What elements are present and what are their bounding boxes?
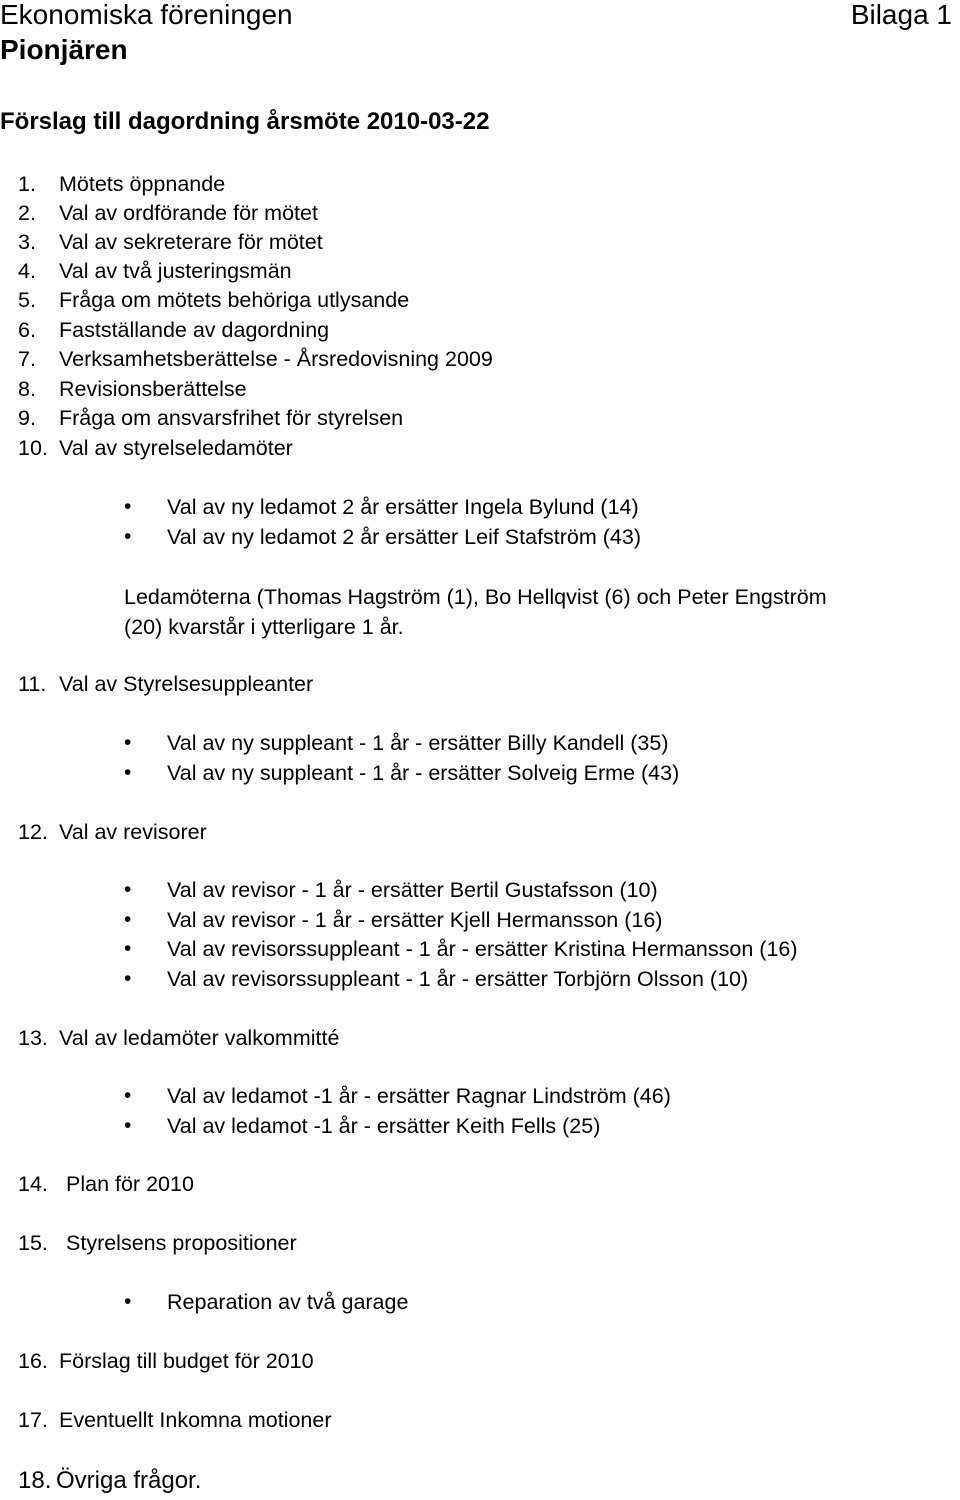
agenda-item-text: Val av revisorer [59,820,207,844]
agenda-item-number: 16. [18,1349,48,1373]
bullet-item-text: Reparation av två garage [167,1290,409,1314]
note-paragraph-line: (20) kvarstår i ytterligare 1 år. [124,615,404,639]
agenda-item-text: Fråga om mötets behöriga utlysande [59,288,410,312]
agenda-item-text: Val av sekreterare för mötet [59,230,323,254]
agenda-item-number: 7. [18,347,36,371]
agenda-item-text: Val av styrelseledamöter [59,436,293,460]
document-title: Förslag till dagordning årsmöte 2010-03-22 [0,108,490,135]
agenda-item-text: Val av ordförande för mötet [59,201,318,225]
bullet-item-text: Val av ledamot -1 år - ersätter Ragnar Lindström (46) [167,1084,671,1108]
agenda-item-number: 9. [18,406,36,430]
agenda-item-text: Val av Styrelsesuppleanter [59,672,314,696]
agenda-item-number: 5. [18,288,36,312]
bullet-icon: • [124,761,132,784]
agenda-item-number: 6. [18,318,36,342]
agenda-item-number: 13. [18,1026,48,1050]
agenda-item-number: 12. [18,820,48,844]
bullet-icon: • [124,1290,132,1313]
bullet-icon: • [124,495,132,518]
agenda-item-number: 18. [18,1467,52,1494]
bullet-icon: • [124,967,132,990]
bullet-item-text: Val av revisorssuppleant - 1 år - ersätter Torbjörn Olsson (10) [167,967,749,991]
bullet-item-text: Val av revisor - 1 år - ersätter Bertil Gustafsson (10) [167,878,658,902]
agenda-item-text: Val av ledamöter valkommitté [59,1026,340,1050]
organization-name-line2: Pionjären [0,34,128,65]
agenda-item-number: 2. [18,201,36,225]
bullet-item-text: Val av revisorssuppleant - 1 år - ersätter Kristina Hermansson (16) [167,937,798,961]
bullet-icon: • [124,1114,132,1137]
attachment-label: Bilaga 1 [850,0,952,30]
bullet-icon: • [124,1084,132,1107]
bullet-icon: • [124,878,132,901]
note-paragraph-line: Ledamöterna (Thomas Hagström (1), Bo Hellqvist (6) och Peter Engström [124,585,827,609]
agenda-item-text: Fråga om ansvarsfrihet för styrelsen [59,406,404,430]
bullet-item-text: Val av revisor - 1 år - ersätter Kjell Hermansson (16) [167,908,663,932]
agenda-item-text: Verksamhetsberättelse - Årsredovisning 2009 [59,347,493,371]
bullet-item-text: Val av ny ledamot 2 år ersätter Leif Stafström (43) [167,525,641,549]
agenda-item-number: 1. [18,172,36,196]
agenda-item-number: 10. [18,436,48,460]
agenda-item-number: 17. [18,1408,48,1432]
agenda-item-number: 8. [18,377,36,401]
bullet-icon: • [124,937,132,960]
bullet-icon: • [124,525,132,548]
agenda-item-text: Mötets öppnande [59,172,226,196]
agenda-item-number: 11. [18,672,47,696]
agenda-item-number: 3. [18,230,36,254]
agenda-item-text: Revisionsberättelse [59,377,247,401]
bullet-item-text: Val av ny suppleant - 1 år - ersätter Billy Kandell (35) [167,731,669,755]
bullet-item-text: Val av ny suppleant - 1 år - ersätter Solveig Erme (43) [167,761,680,785]
agenda-item-text: Fastställande av dagordning [59,318,330,342]
agenda-item-number: 15. [18,1231,48,1255]
agenda-item-text: Plan för 2010 [66,1172,194,1196]
agenda-item-text: Övriga frågor. [56,1467,202,1494]
agenda-item-text: Val av två justeringsmän [59,259,292,283]
agenda-item-text: Förslag till budget för 2010 [59,1349,314,1373]
agenda-item-number: 4. [18,259,36,283]
organization-name-line1: Ekonomiska föreningen [0,0,293,30]
bullet-icon: • [124,731,132,754]
agenda-item-number: 14. [18,1172,48,1196]
bullet-item-text: Val av ny ledamot 2 år ersätter Ingela Bylund (14) [167,495,639,519]
bullet-icon: • [124,908,132,931]
bullet-item-text: Val av ledamot -1 år - ersätter Keith Fells (25) [167,1114,601,1138]
agenda-item-text: Styrelsens propositioner [66,1231,297,1255]
agenda-item-text: Eventuellt Inkomna motioner [59,1408,332,1432]
